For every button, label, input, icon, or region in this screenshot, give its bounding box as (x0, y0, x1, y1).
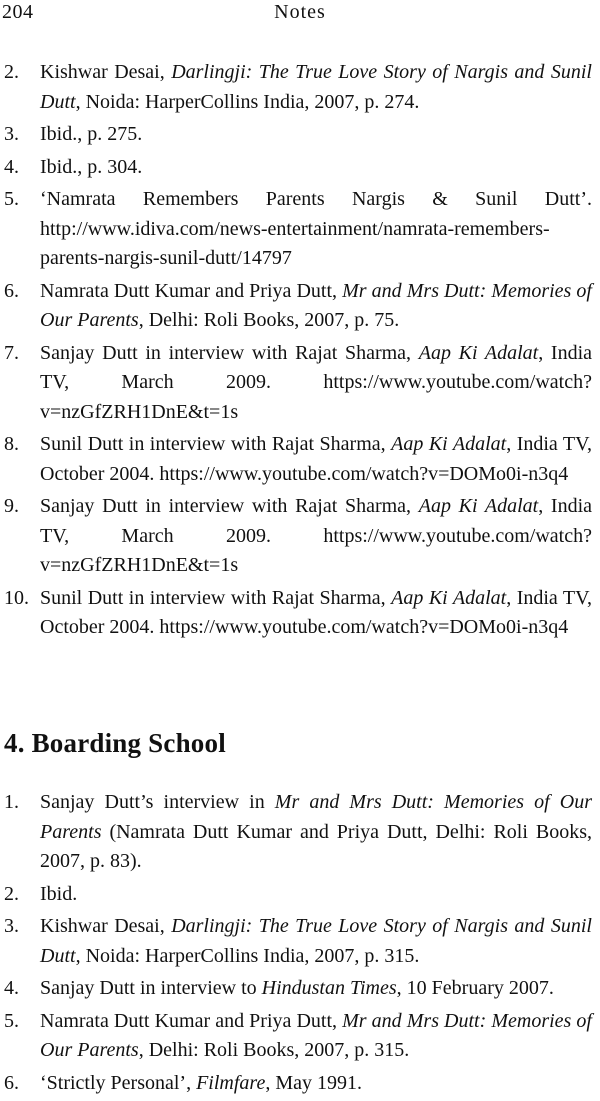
note-number: 10. (4, 586, 29, 609)
note-text: ‘Namrata Remembers Parents Nargis & Sunil Dutt’. http://www.idiva.com/news-entertainment/namrata-remembers-parents-nargis-sunil-dutt/14797 (40, 188, 592, 269)
note-item (0, 1069, 600, 1099)
note-item (0, 430, 600, 489)
note-number: 7. (4, 341, 19, 364)
note-text: , Delhi: Roli Books, 2007, p. 315. (138, 1039, 410, 1061)
section-heading: 4. Boarding School (4, 728, 226, 758)
note-item (0, 339, 600, 428)
note-italic-title: Darlingji: The True Love Story of Nargis and Sunil Dutt (40, 61, 592, 113)
note-number: 6. (4, 1071, 19, 1094)
note-text: , May 1991. (265, 1071, 363, 1094)
note-text: Sanjay Dutt in interview to (40, 977, 262, 999)
note-italic-title: Mr and Mrs Dutt: Memories of Our Parents (40, 279, 592, 331)
page-header (0, 0, 600, 30)
note-number: 2. (4, 882, 19, 905)
note-number: 8. (4, 433, 19, 455)
note-item (0, 974, 600, 1004)
note-text: Sanjay Dutt’s interview in (40, 791, 275, 813)
note-number: 3. (4, 915, 19, 937)
note-number: 9. (4, 495, 19, 517)
note-text: Sunil Dutt in interview with Rajat Sharma, (40, 433, 392, 455)
note-italic-title: Mr and Mrs Dutt: Memories of Our Parents (40, 791, 593, 843)
note-number: 5. (4, 1009, 19, 1032)
note-text: Sanjay Dutt in interview with Rajat Sharma, (40, 341, 419, 364)
note-text: , Noida: HarperCollins India, 2007, p. 274. (75, 90, 420, 113)
note-number: 1. (4, 791, 19, 813)
page-number: 204 (2, 1, 34, 23)
note-number: 4. (4, 155, 19, 178)
note-text: Ibid., p. 275. (40, 123, 143, 145)
boarding-school-notes-list (0, 788, 600, 1101)
note-item (0, 277, 600, 336)
note-item (0, 788, 600, 877)
note-item (0, 153, 600, 183)
chapter-3-notes-list (0, 58, 600, 646)
note-italic-title: Aap Ki Adalat (391, 433, 507, 455)
note-text: , 10 February 2007. (396, 977, 554, 999)
note-italic-title: Aap Ki Adalat (391, 586, 507, 609)
note-text: Kishwar Desai, (40, 61, 172, 83)
note-item (0, 880, 600, 910)
note-number: 6. (4, 279, 19, 302)
note-item (0, 912, 600, 971)
note-italic-title: Mr and Mrs Dutt: Memories of Our Parents (40, 1009, 592, 1061)
note-item (0, 120, 600, 150)
note-text: (Namrata Dutt Kumar and Priya Dutt, Delhi: Roli Books, 2007, p. 83). (40, 820, 592, 872)
note-text: Namrata Dutt Kumar and Priya Dutt, (40, 279, 343, 302)
note-text: , India TV, October 2004. https://www.youtube.com/watch?v=DOMo0i-n3q4 (40, 586, 592, 638)
note-number: 4. (4, 977, 19, 999)
note-item (0, 185, 600, 274)
note-number: 2. (4, 61, 19, 83)
note-text: , India TV, October 2004. https://www.youtube.com/watch?v=DOMo0i-n3q4 (40, 433, 592, 485)
note-italic-title: Aap Ki Adalat (418, 341, 539, 364)
note-number: 5. (4, 188, 19, 210)
note-text: Kishwar Desai, (40, 915, 172, 937)
note-text: Sanjay Dutt in interview with Rajat Sharma, (40, 495, 419, 517)
note-item (0, 492, 600, 581)
note-text: , Delhi: Roli Books, 2007, p. 75. (138, 309, 400, 331)
running-head: Notes (274, 1, 326, 23)
note-italic-title: Hindustan Times (261, 977, 397, 999)
note-text: Ibid. (40, 882, 78, 905)
note-text: Sunil Dutt in interview with Rajat Sharma, (40, 586, 392, 609)
note-item (0, 584, 600, 643)
note-italic-title: Filmfare (196, 1071, 266, 1094)
note-text: ‘Strictly Personal’, (40, 1071, 197, 1094)
note-item (0, 1007, 600, 1066)
note-text: , India TV, March 2009. https://www.youtube.com/watch?v=nzGfZRH1DnE&t=1s (40, 341, 592, 423)
note-italic-title: Aap Ki Adalat (418, 495, 539, 517)
note-italic-title: Darlingji: The True Love Story of Nargis and Sunil Dutt (40, 915, 592, 967)
note-text: Namrata Dutt Kumar and Priya Dutt, (40, 1009, 343, 1032)
note-item (0, 58, 600, 117)
note-text: , Noida: HarperCollins India, 2007, p. 315. (75, 944, 420, 967)
note-text: , India TV, March 2009. https://www.youtube.com/watch?v=nzGfZRH1DnE&t=1s (40, 495, 592, 576)
note-text: Ibid., p. 304. (40, 155, 143, 178)
note-number: 3. (4, 123, 19, 145)
